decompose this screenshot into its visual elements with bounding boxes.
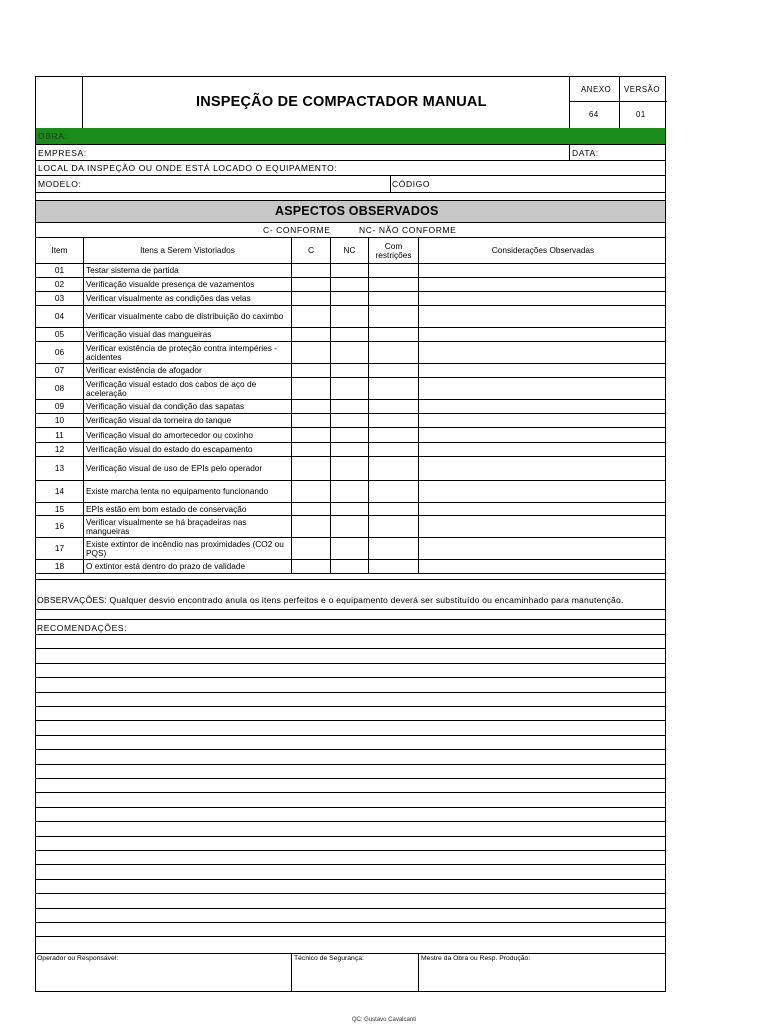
row-consideracoes-field[interactable] bbox=[418, 443, 667, 456]
row-com-restricoes-checkbox[interactable] bbox=[368, 503, 418, 515]
recomendacao-line bbox=[36, 677, 665, 678]
row-nc-checkbox[interactable] bbox=[330, 414, 368, 427]
empresa-field[interactable]: EMPRESA: bbox=[38, 148, 87, 158]
table-row bbox=[36, 515, 665, 537]
recomendacao-line bbox=[36, 922, 665, 923]
row-c-checkbox[interactable] bbox=[291, 264, 330, 277]
row-consideracoes-field[interactable] bbox=[418, 278, 667, 291]
recomendacao-line bbox=[36, 749, 665, 750]
row-nc-checkbox[interactable] bbox=[330, 516, 368, 537]
row-item-text: Verificar existência de afogador bbox=[83, 364, 291, 377]
signature-operador[interactable]: Operador ou Responsável: bbox=[37, 955, 119, 962]
row-c-checkbox[interactable] bbox=[291, 364, 330, 377]
table-row bbox=[36, 427, 665, 442]
table-row bbox=[36, 502, 665, 515]
row-c-checkbox[interactable] bbox=[291, 378, 330, 399]
table-row bbox=[36, 559, 665, 573]
row-item-text: Verificação visualde presença de vazamentos bbox=[83, 278, 291, 291]
row-item-text: Verificação visual estado dos cabos de aço de aceleração bbox=[83, 378, 291, 399]
row-nc-checkbox[interactable] bbox=[330, 503, 368, 515]
anexo-value: 64 bbox=[589, 110, 599, 119]
table-row bbox=[36, 341, 665, 363]
signature-tecnico[interactable]: Técnico de Segurança: bbox=[294, 955, 364, 962]
recomendacao-line bbox=[36, 836, 665, 837]
header-code-divider bbox=[569, 101, 667, 102]
row-com-restricoes-checkbox[interactable] bbox=[368, 400, 418, 413]
recomendacao-line bbox=[36, 663, 665, 664]
row-c-checkbox[interactable] bbox=[291, 538, 330, 559]
row-c-checkbox[interactable] bbox=[291, 516, 330, 537]
row-nc-checkbox[interactable] bbox=[330, 481, 368, 502]
recomendacao-line bbox=[36, 908, 665, 909]
form-title: INSPEÇÃO DE COMPACTADOR MANUAL bbox=[196, 94, 487, 110]
row-com-restricoes-checkbox[interactable] bbox=[368, 306, 418, 327]
codigo-field[interactable]: CÓDIGO bbox=[392, 179, 431, 189]
section-title: ASPECTOS OBSERVADOS bbox=[275, 204, 439, 218]
modelo-field[interactable]: MODELO: bbox=[38, 179, 82, 189]
table-row bbox=[36, 305, 665, 327]
recomendacao-line bbox=[36, 850, 665, 851]
row-com-restricoes-checkbox[interactable] bbox=[368, 278, 418, 291]
row-number: 09 bbox=[54, 401, 65, 411]
row-c-checkbox[interactable] bbox=[291, 443, 330, 456]
row-item-text: Existe extintor de incêndio nas proximidades (CO2 ou PQS) bbox=[83, 538, 291, 559]
recomendacao-line bbox=[36, 807, 665, 808]
row-c-checkbox[interactable] bbox=[291, 428, 330, 442]
row-nc-checkbox[interactable] bbox=[330, 342, 368, 363]
row-consideracoes-field[interactable] bbox=[418, 503, 667, 515]
row-item-text: Verificar visualmente se há braçadeiras nas mangueiras bbox=[83, 516, 291, 537]
row-c-checkbox[interactable] bbox=[291, 292, 330, 305]
table-row bbox=[36, 480, 665, 502]
row-item-text: Verificação visual do estado do escapamento bbox=[83, 443, 291, 456]
table-row bbox=[36, 363, 665, 377]
row-number: 01 bbox=[54, 265, 65, 275]
row-consideracoes-field[interactable] bbox=[418, 342, 667, 363]
row-item-text: Testar sistema de partida bbox=[83, 264, 291, 277]
header-com-restricoes: Com restrições bbox=[368, 238, 418, 263]
row-number: 14 bbox=[54, 486, 65, 496]
local-field[interactable]: LOCAL DA INSPEÇÃO OU ONDE ESTÁ LOCADO O EQUIPAMENTO: bbox=[38, 163, 338, 173]
row-c-checkbox[interactable] bbox=[291, 342, 330, 363]
row-number: 03 bbox=[54, 293, 65, 303]
row-item-text: Verificação visual da torneira do tanque bbox=[83, 414, 291, 427]
row-item-text: Verificação visual da condição das sapatas bbox=[83, 400, 291, 413]
observacoes-text: OBSERVAÇÕES: Qualquer desvio encontrado anula os itens perfeitos e o equipamento deverá ser substituído ou encaminhado para manutenção. bbox=[37, 595, 624, 605]
signature-mestre[interactable]: Mestre da Obra ou Resp. Produção: bbox=[421, 955, 531, 962]
row-item-text: O extintor está dentro do prazo de validade bbox=[83, 560, 291, 573]
row-nc-checkbox[interactable] bbox=[330, 328, 368, 341]
row-c-checkbox[interactable] bbox=[291, 503, 330, 515]
row-com-restricoes-checkbox[interactable] bbox=[368, 342, 418, 363]
row-item-text: Verificação visual do amortecedor ou coxinho bbox=[83, 428, 291, 442]
row-nc-checkbox[interactable] bbox=[330, 292, 368, 305]
obra-field[interactable]: OBRA: bbox=[38, 131, 68, 141]
row-number: 10 bbox=[54, 415, 65, 425]
recomendacao-line bbox=[36, 936, 665, 937]
row-nc-checkbox[interactable] bbox=[330, 560, 368, 573]
row-number: 15 bbox=[54, 503, 65, 514]
recomendacao-line bbox=[36, 764, 665, 765]
row-consideracoes-field[interactable] bbox=[418, 414, 667, 427]
data-field[interactable]: DATA: bbox=[572, 148, 599, 158]
row-number: 16 bbox=[54, 521, 65, 531]
table-row bbox=[36, 456, 665, 480]
row-com-restricoes-checkbox[interactable] bbox=[368, 516, 418, 537]
row-consideracoes-field[interactable] bbox=[418, 516, 667, 537]
row-consideracoes-field[interactable] bbox=[418, 364, 667, 377]
row-c-checkbox[interactable] bbox=[291, 414, 330, 427]
recomendacao-line bbox=[36, 634, 665, 635]
row-consideracoes-field[interactable] bbox=[418, 457, 667, 480]
table-row bbox=[36, 377, 665, 399]
row-nc-checkbox[interactable] bbox=[330, 278, 368, 291]
row-c-checkbox[interactable] bbox=[291, 481, 330, 502]
table-row bbox=[36, 291, 665, 305]
row-com-restricoes-checkbox[interactable] bbox=[368, 560, 418, 573]
row-item-text: Verificar existência de proteção contra intempéries -acidentes bbox=[83, 342, 291, 363]
header-itens: Itens a Serem Vistoriados bbox=[83, 238, 291, 263]
row-nc-checkbox[interactable] bbox=[330, 428, 368, 442]
row-item-text: EPIs estão em bom estado de conservação bbox=[83, 503, 291, 515]
row-c-checkbox[interactable] bbox=[291, 560, 330, 573]
row-com-restricoes-checkbox[interactable] bbox=[368, 328, 418, 341]
anexo-label: ANEXO bbox=[581, 85, 612, 94]
row-com-restricoes-checkbox[interactable] bbox=[368, 292, 418, 305]
row-consideracoes-field[interactable] bbox=[418, 481, 667, 502]
row-item-text: Verificar visualmente as condições das velas bbox=[83, 292, 291, 305]
row-com-restricoes-checkbox[interactable] bbox=[368, 443, 418, 456]
row-consideracoes-field[interactable] bbox=[418, 538, 667, 559]
row-nc-checkbox[interactable] bbox=[330, 400, 368, 413]
header-c: C bbox=[291, 238, 330, 263]
row-com-restricoes-checkbox[interactable] bbox=[368, 428, 418, 442]
row-item-text: Verificação visual de uso de EPIs pelo operador bbox=[83, 457, 291, 480]
row-number: 17 bbox=[54, 543, 65, 553]
table-row bbox=[36, 442, 665, 456]
legend-conforme: C- CONFORME bbox=[263, 225, 331, 235]
recomendacao-line bbox=[36, 821, 665, 822]
row-item-text: Existe marcha lenta no equipamento funcionando bbox=[83, 481, 291, 502]
row-com-restricoes-checkbox[interactable] bbox=[368, 378, 418, 399]
row-consideracoes-field[interactable] bbox=[418, 560, 667, 573]
legend-nao-conforme: NC- NÃO CONFORME bbox=[359, 225, 457, 235]
row-nc-checkbox[interactable] bbox=[330, 443, 368, 456]
header-anexo-divider bbox=[569, 77, 570, 128]
row-nc-checkbox[interactable] bbox=[330, 364, 368, 377]
table-row bbox=[36, 399, 665, 413]
row-com-restricoes-checkbox[interactable] bbox=[368, 414, 418, 427]
row-nc-checkbox[interactable] bbox=[330, 264, 368, 277]
row-item-text: Verificação visual das mangueiras bbox=[83, 328, 291, 341]
row-number: 02 bbox=[54, 279, 65, 289]
row-com-restricoes-checkbox[interactable] bbox=[368, 364, 418, 377]
row-com-restricoes-checkbox[interactable] bbox=[368, 264, 418, 277]
row-number: 08 bbox=[54, 383, 65, 393]
logo-box bbox=[36, 77, 82, 128]
versao-value: 01 bbox=[636, 110, 646, 119]
recomendacao-line bbox=[36, 893, 665, 894]
row-com-restricoes-checkbox[interactable] bbox=[368, 457, 418, 480]
table-gap-line bbox=[36, 579, 665, 580]
row-nc-checkbox[interactable] bbox=[330, 378, 368, 399]
table-row bbox=[36, 537, 665, 559]
row-number: 05 bbox=[54, 329, 65, 339]
recomendacao-line bbox=[36, 864, 665, 865]
row-nc-checkbox[interactable] bbox=[330, 457, 368, 480]
obra-bar bbox=[36, 128, 665, 144]
row-consideracoes-field[interactable] bbox=[418, 428, 667, 442]
row-number: 13 bbox=[54, 463, 65, 473]
recomendacao-line bbox=[36, 648, 665, 649]
header-versao-divider bbox=[619, 77, 620, 128]
inspection-form bbox=[35, 76, 666, 992]
row-consideracoes-field[interactable] bbox=[418, 264, 667, 277]
recomendacao-line bbox=[36, 778, 665, 779]
row-consideracoes-field[interactable] bbox=[418, 306, 667, 327]
row-number: 12 bbox=[54, 444, 65, 454]
row-c-checkbox[interactable] bbox=[291, 278, 330, 291]
row-consideracoes-field[interactable] bbox=[418, 378, 667, 399]
row-consideracoes-field[interactable] bbox=[418, 292, 667, 305]
header-logo-divider bbox=[82, 77, 83, 128]
row-number: 18 bbox=[54, 561, 65, 571]
recomendacoes-label[interactable]: RECOMENDAÇÕES: bbox=[37, 623, 128, 633]
versao-label: VERSÃO bbox=[624, 85, 661, 94]
row-consideracoes-field[interactable] bbox=[418, 400, 667, 413]
recomendacao-line bbox=[36, 706, 665, 707]
row-number: 07 bbox=[54, 365, 65, 375]
recomendacao-line bbox=[36, 720, 665, 721]
row-item-text: Verificar visualmente cabo de distribuição do caximbo bbox=[83, 306, 291, 327]
table-row bbox=[36, 263, 665, 277]
row-number: 06 bbox=[54, 347, 65, 357]
header-item: Item bbox=[51, 245, 68, 255]
table-row bbox=[36, 277, 665, 291]
row-number: 04 bbox=[54, 311, 65, 321]
footer-credit: QC: Gustavo Cavalcanti bbox=[351, 1017, 417, 1023]
table-header-row bbox=[36, 237, 665, 263]
header-nc: NC bbox=[330, 238, 368, 263]
row-nc-checkbox[interactable] bbox=[330, 538, 368, 559]
recomendacao-line bbox=[36, 792, 665, 793]
row-c-checkbox[interactable] bbox=[291, 400, 330, 413]
row-com-restricoes-checkbox[interactable] bbox=[368, 538, 418, 559]
table-row bbox=[36, 327, 665, 341]
recomendacao-line bbox=[36, 735, 665, 736]
table-bottom-line bbox=[36, 573, 665, 574]
table-row bbox=[36, 413, 665, 427]
recomendacao-line bbox=[36, 692, 665, 693]
row-nc-checkbox[interactable] bbox=[330, 306, 368, 327]
row-c-checkbox[interactable] bbox=[291, 328, 330, 341]
row-c-checkbox[interactable] bbox=[291, 457, 330, 480]
row-com-restricoes-checkbox[interactable] bbox=[368, 481, 418, 502]
header-consideracoes: Considerações Observadas bbox=[418, 238, 667, 263]
recomendacao-line bbox=[36, 879, 665, 880]
row-c-checkbox[interactable] bbox=[291, 306, 330, 327]
row-consideracoes-field[interactable] bbox=[418, 328, 667, 341]
row-number: 11 bbox=[55, 429, 64, 440]
